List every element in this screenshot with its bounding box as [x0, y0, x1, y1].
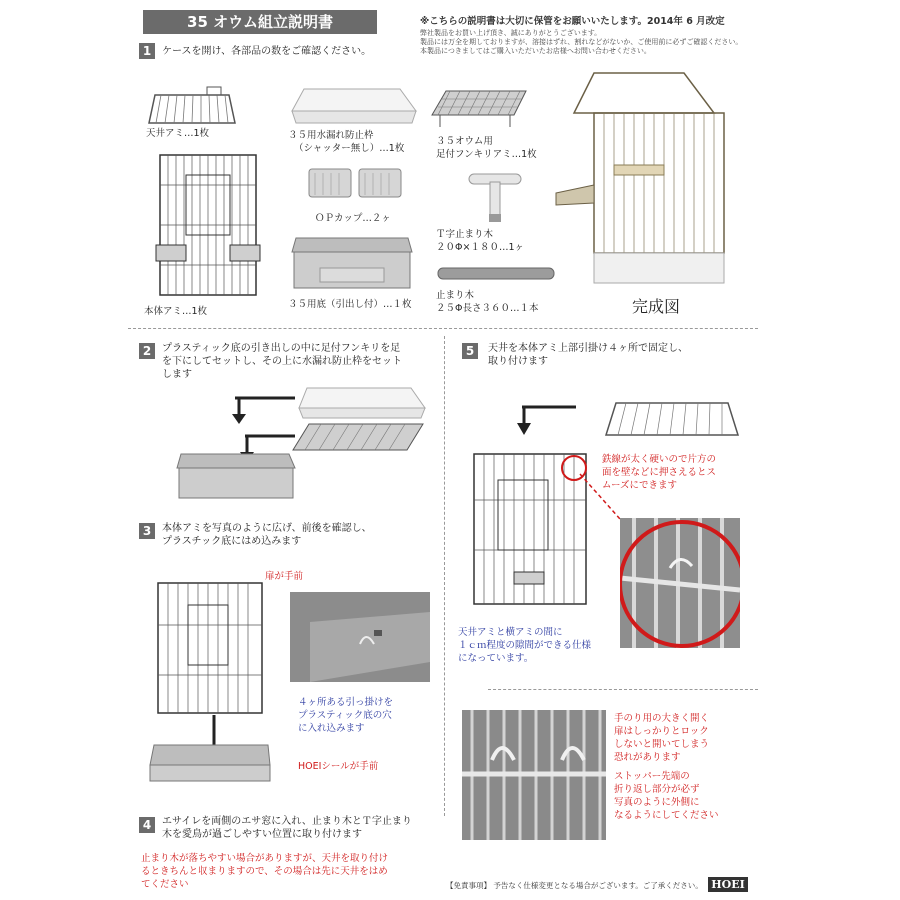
stopper-note-2: 折り返し部分が必ず — [614, 784, 700, 795]
body-mesh-image — [146, 145, 276, 303]
step-5-text-2: 取り付けます — [488, 356, 548, 367]
stopper-note-1: ストッパー先端の — [614, 771, 690, 782]
step-1-number: 1 — [139, 43, 155, 59]
hooks-note-2: プラスティック底の穴 — [298, 710, 392, 721]
step-2-number: 2 — [139, 343, 155, 359]
step-4-text-2: 木を愛鳥が過ごしやすい位置に取り付けます — [162, 829, 362, 840]
wire-note-3: ムーズにできます — [602, 480, 678, 491]
gap-note-3: になっています。 — [458, 653, 534, 664]
door-lock-photo — [462, 710, 606, 840]
complete-label: 完成図 — [632, 297, 681, 316]
t-perch-image — [465, 170, 525, 226]
cups-image — [305, 165, 405, 203]
perch-label-2: ２５Φ長さ３６０…１本 — [436, 303, 539, 314]
door-note-1: 手のり用の大きく開く — [614, 713, 710, 724]
floor-grid-image — [430, 85, 530, 131]
step-5-top-mesh-image — [512, 395, 742, 445]
hoei-seal-note: HOEIシールが手前 — [298, 761, 379, 772]
door-front-note: 扉が手前 — [265, 571, 304, 582]
step-1-text: ケースを開け、各部品の数をご確認ください。 — [162, 46, 372, 57]
stopper-note-4: なるようにしてください — [614, 810, 719, 821]
hook-zoom-photo — [620, 518, 740, 648]
floor-grid-label-2: 足付フンキリアミ…1枚 — [436, 149, 537, 160]
step-2-text-3: します — [162, 369, 192, 380]
door-note-2: 扉はしっかりとロック — [614, 726, 709, 737]
notice-text: ※こちらの説明書は大切に保管をお願いいたします。2014年 6 月改定 — [420, 16, 725, 27]
gap-note-2: １ｃｍ程度の隙間ができる仕様 — [458, 640, 592, 651]
base-tray-image — [290, 232, 415, 294]
gap-note-1: 天井アミと横アミの間に — [458, 627, 563, 638]
disclaimer-text: 【免責事項】 予告なく仕様変更となる場合がございます。ご了承ください。 — [446, 881, 703, 890]
perch-warning-2: るときちんと収まりますので、その場合は先に天井をはめ — [141, 866, 388, 877]
t-perch-label-1: Ｔ字止まり木 — [436, 229, 494, 240]
step-3-cage-image — [148, 575, 274, 785]
perch-image — [436, 265, 556, 283]
section-divider — [128, 328, 758, 329]
step-5-divider — [488, 689, 758, 690]
hooks-note-3: に入れ込みます — [298, 723, 365, 734]
step-5-number: 5 — [462, 343, 478, 359]
perch-warning-3: てください — [141, 879, 189, 890]
sub-note-2: 製品には万全を期しておりますが、溶接はずれ、割れなどがないか、ご使用前に必ずご確認ください。 — [420, 38, 743, 46]
hoei-logo: HOEI — [708, 877, 748, 892]
step-3-text-1: 本体アミを写真のように広げ、前後を確認し、 — [162, 523, 372, 534]
door-note-4: 恐れがあります — [614, 752, 681, 763]
leak-frame-label-2: （シャッター無し）…1枚 — [294, 143, 405, 154]
step-3-text-2: プラスチック底にはめ込みます — [162, 536, 302, 547]
top-mesh-label: 天井アミ…1枚 — [146, 128, 210, 139]
stopper-note-3: 写真のように外側に — [614, 797, 700, 808]
wire-note-2: 面を壁などに押さえるとス — [602, 467, 717, 478]
body-mesh-label: 本体アミ…1枚 — [144, 306, 208, 317]
leak-frame-image — [290, 85, 420, 127]
floor-grid-label-1: ３５オウム用 — [436, 136, 493, 147]
step-4-number: 4 — [139, 817, 155, 833]
hook-detail-photo — [290, 592, 430, 682]
leak-frame-label-1: ３５用水漏れ防止枠 — [288, 130, 374, 141]
perch-warning-1: 止まり木が落ちやすい場合がありますが、天井を取り付け — [141, 853, 389, 864]
sub-note-1: 弊社製品をお買い上げ頂き、誠にありがとうございます。 — [420, 29, 602, 37]
complete-cage-image — [554, 65, 734, 290]
step-3-number: 3 — [139, 523, 155, 539]
cups-label: ＯＰカップ…２ヶ — [315, 213, 391, 224]
step-4-text-1: エサイレを両側のエサ窓に入れ、止まり木とＴ字止まり — [162, 816, 412, 827]
step-2-text-1: プラスティック底の引き出しの中に足付フンキリを足 — [162, 343, 401, 354]
t-perch-label-2: ２０Φ×１８０…1ヶ — [436, 242, 524, 253]
wire-note-1: 鉄線が太く硬いので片方の — [602, 454, 717, 465]
door-note-3: しないと開いてしまう — [614, 739, 710, 750]
step-5-text-1: 天井を本体アミ上部引掛け４ヶ所で固定し、 — [488, 343, 688, 354]
step-2-text-2: を下にしてセットし、その上に水漏れ防止枠をセット — [162, 356, 402, 367]
column-divider — [444, 336, 445, 816]
top-mesh-image — [147, 85, 237, 125]
sub-note-3: 本製品につきましてはご購入いただいたお店様へお問い合わせください。 — [420, 47, 651, 55]
step-2-image — [175, 384, 435, 504]
hooks-note-1: ４ヶ所ある引っ掛けを — [298, 697, 394, 708]
base-tray-label: ３５用底（引出し付）…１枚 — [288, 299, 412, 310]
perch-label-1: 止まり木 — [436, 290, 475, 301]
page-title: 35 オウム組立説明書 — [143, 10, 377, 34]
